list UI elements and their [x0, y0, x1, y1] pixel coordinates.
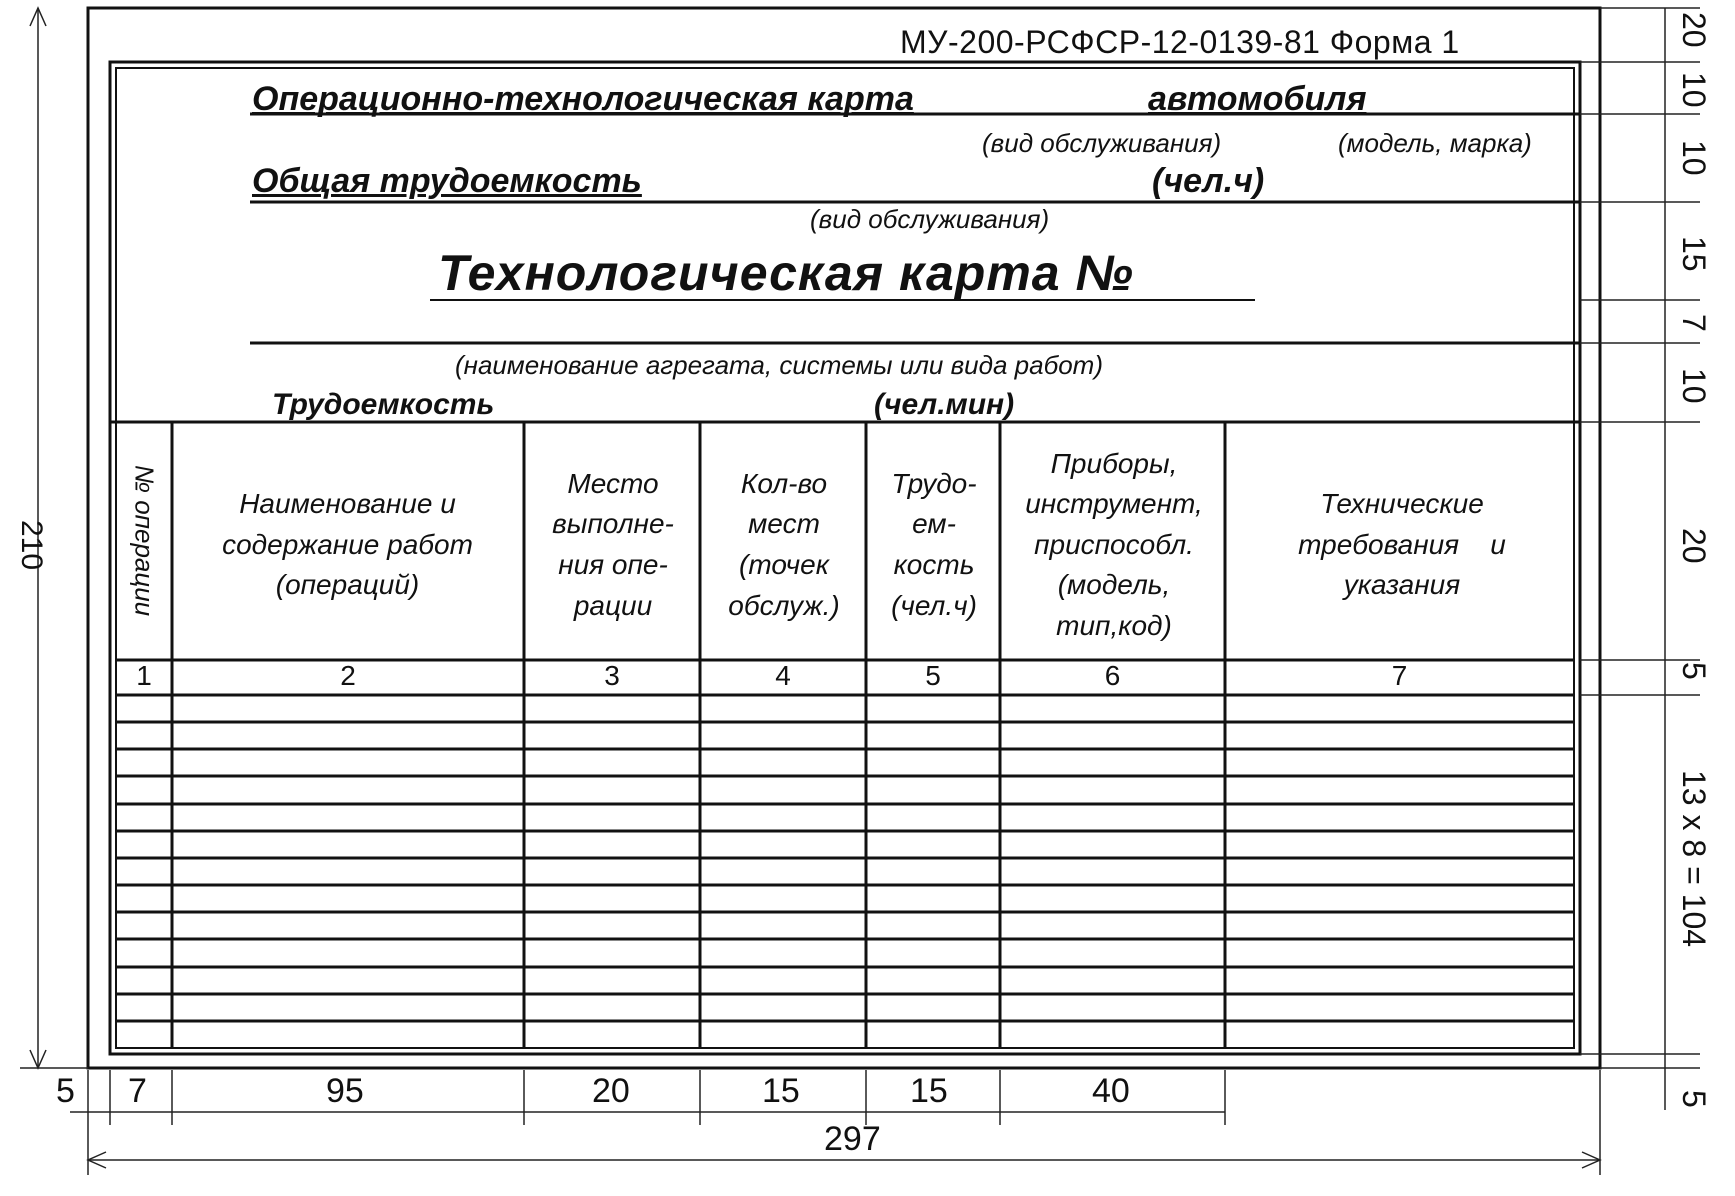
unit-name-caption: (наименование агрегата, системы или вида работ) [455, 350, 1103, 380]
col-header-location [528, 440, 698, 650]
dim-bottom-5: 5 [56, 1072, 75, 1110]
col-header-work-name [175, 440, 520, 650]
col-header-work-name-text: Наименование и содержание работ (операций) [222, 488, 473, 601]
dim-height-210: 210 [15, 520, 48, 571]
col-header-requirements-text: Технические требования и указания [1298, 488, 1514, 601]
dim-right-10a: 10 [1676, 72, 1712, 108]
dim-right-7: 7 [1676, 314, 1712, 332]
col-number-3: 3 [604, 660, 620, 691]
col-header-location-text: Место выполне-ния опе-рации [552, 467, 674, 621]
col-header-op-number: № операции [129, 464, 160, 617]
service-type-caption-2: (вид обслуживания) [810, 204, 1050, 234]
dim-right-20: 20 [1676, 12, 1712, 48]
total-labor-label: Общая трудоемкость [252, 162, 642, 200]
col-number-1: 1 [136, 660, 152, 691]
col-number-7: 7 [1391, 660, 1408, 691]
dim-right-5b: 5 [1676, 1090, 1712, 1108]
dim-bottom-15a: 15 [762, 1072, 800, 1110]
col-header-places-count-text: Кол-во мест (точек обслуж.) [728, 467, 840, 621]
dim-right-10c: 10 [1676, 368, 1712, 404]
dim-right-10b: 10 [1676, 140, 1712, 176]
tech-card-title: Технологическая карта № [438, 245, 1134, 301]
total-labor-unit: (чел.ч) [1152, 162, 1265, 200]
dim-right-20b: 20 [1676, 528, 1712, 564]
col-header-instruments-text: Приборы, инструмент, приспособл. (модель, тип,код) [1025, 447, 1203, 641]
model-caption: (модель, марка) [1338, 128, 1532, 158]
col-number-4: 4 [775, 660, 791, 691]
dim-right-15: 15 [1676, 236, 1712, 272]
dim-right-5a: 5 [1676, 662, 1712, 680]
col-header-labor [870, 440, 998, 650]
col-header-labor-text: Трудо-ем-кость (чел.ч) [891, 467, 977, 621]
form-code: МУ-200-РСФСР-12-0139-81 Форма 1 [900, 24, 1460, 60]
labor-unit: (чел.мин) [874, 388, 1015, 421]
dim-bottom-15b: 15 [910, 1072, 948, 1110]
dim-bottom-7: 7 [128, 1072, 147, 1110]
card-title: Операционно-технологическая карта [252, 80, 914, 118]
col-number-5: 5 [925, 660, 941, 691]
vehicle-label: автомобиля [1148, 80, 1367, 118]
col-header-instruments [1004, 440, 1224, 650]
dim-bottom-20: 20 [592, 1072, 630, 1110]
col-header-requirements [1230, 440, 1574, 650]
dim-total-297: 297 [824, 1120, 881, 1158]
dim-bottom-40: 40 [1092, 1072, 1130, 1110]
col-header-places-count [704, 440, 864, 650]
dim-right-rows: 13 х 8 = 104 [1676, 770, 1712, 948]
labor-label: Трудоемкость [272, 388, 495, 421]
col-number-6: 6 [1104, 660, 1121, 691]
dim-bottom-95: 95 [326, 1072, 364, 1110]
service-type-caption: (вид обслуживания) [982, 128, 1222, 158]
col-number-2: 2 [340, 660, 356, 691]
